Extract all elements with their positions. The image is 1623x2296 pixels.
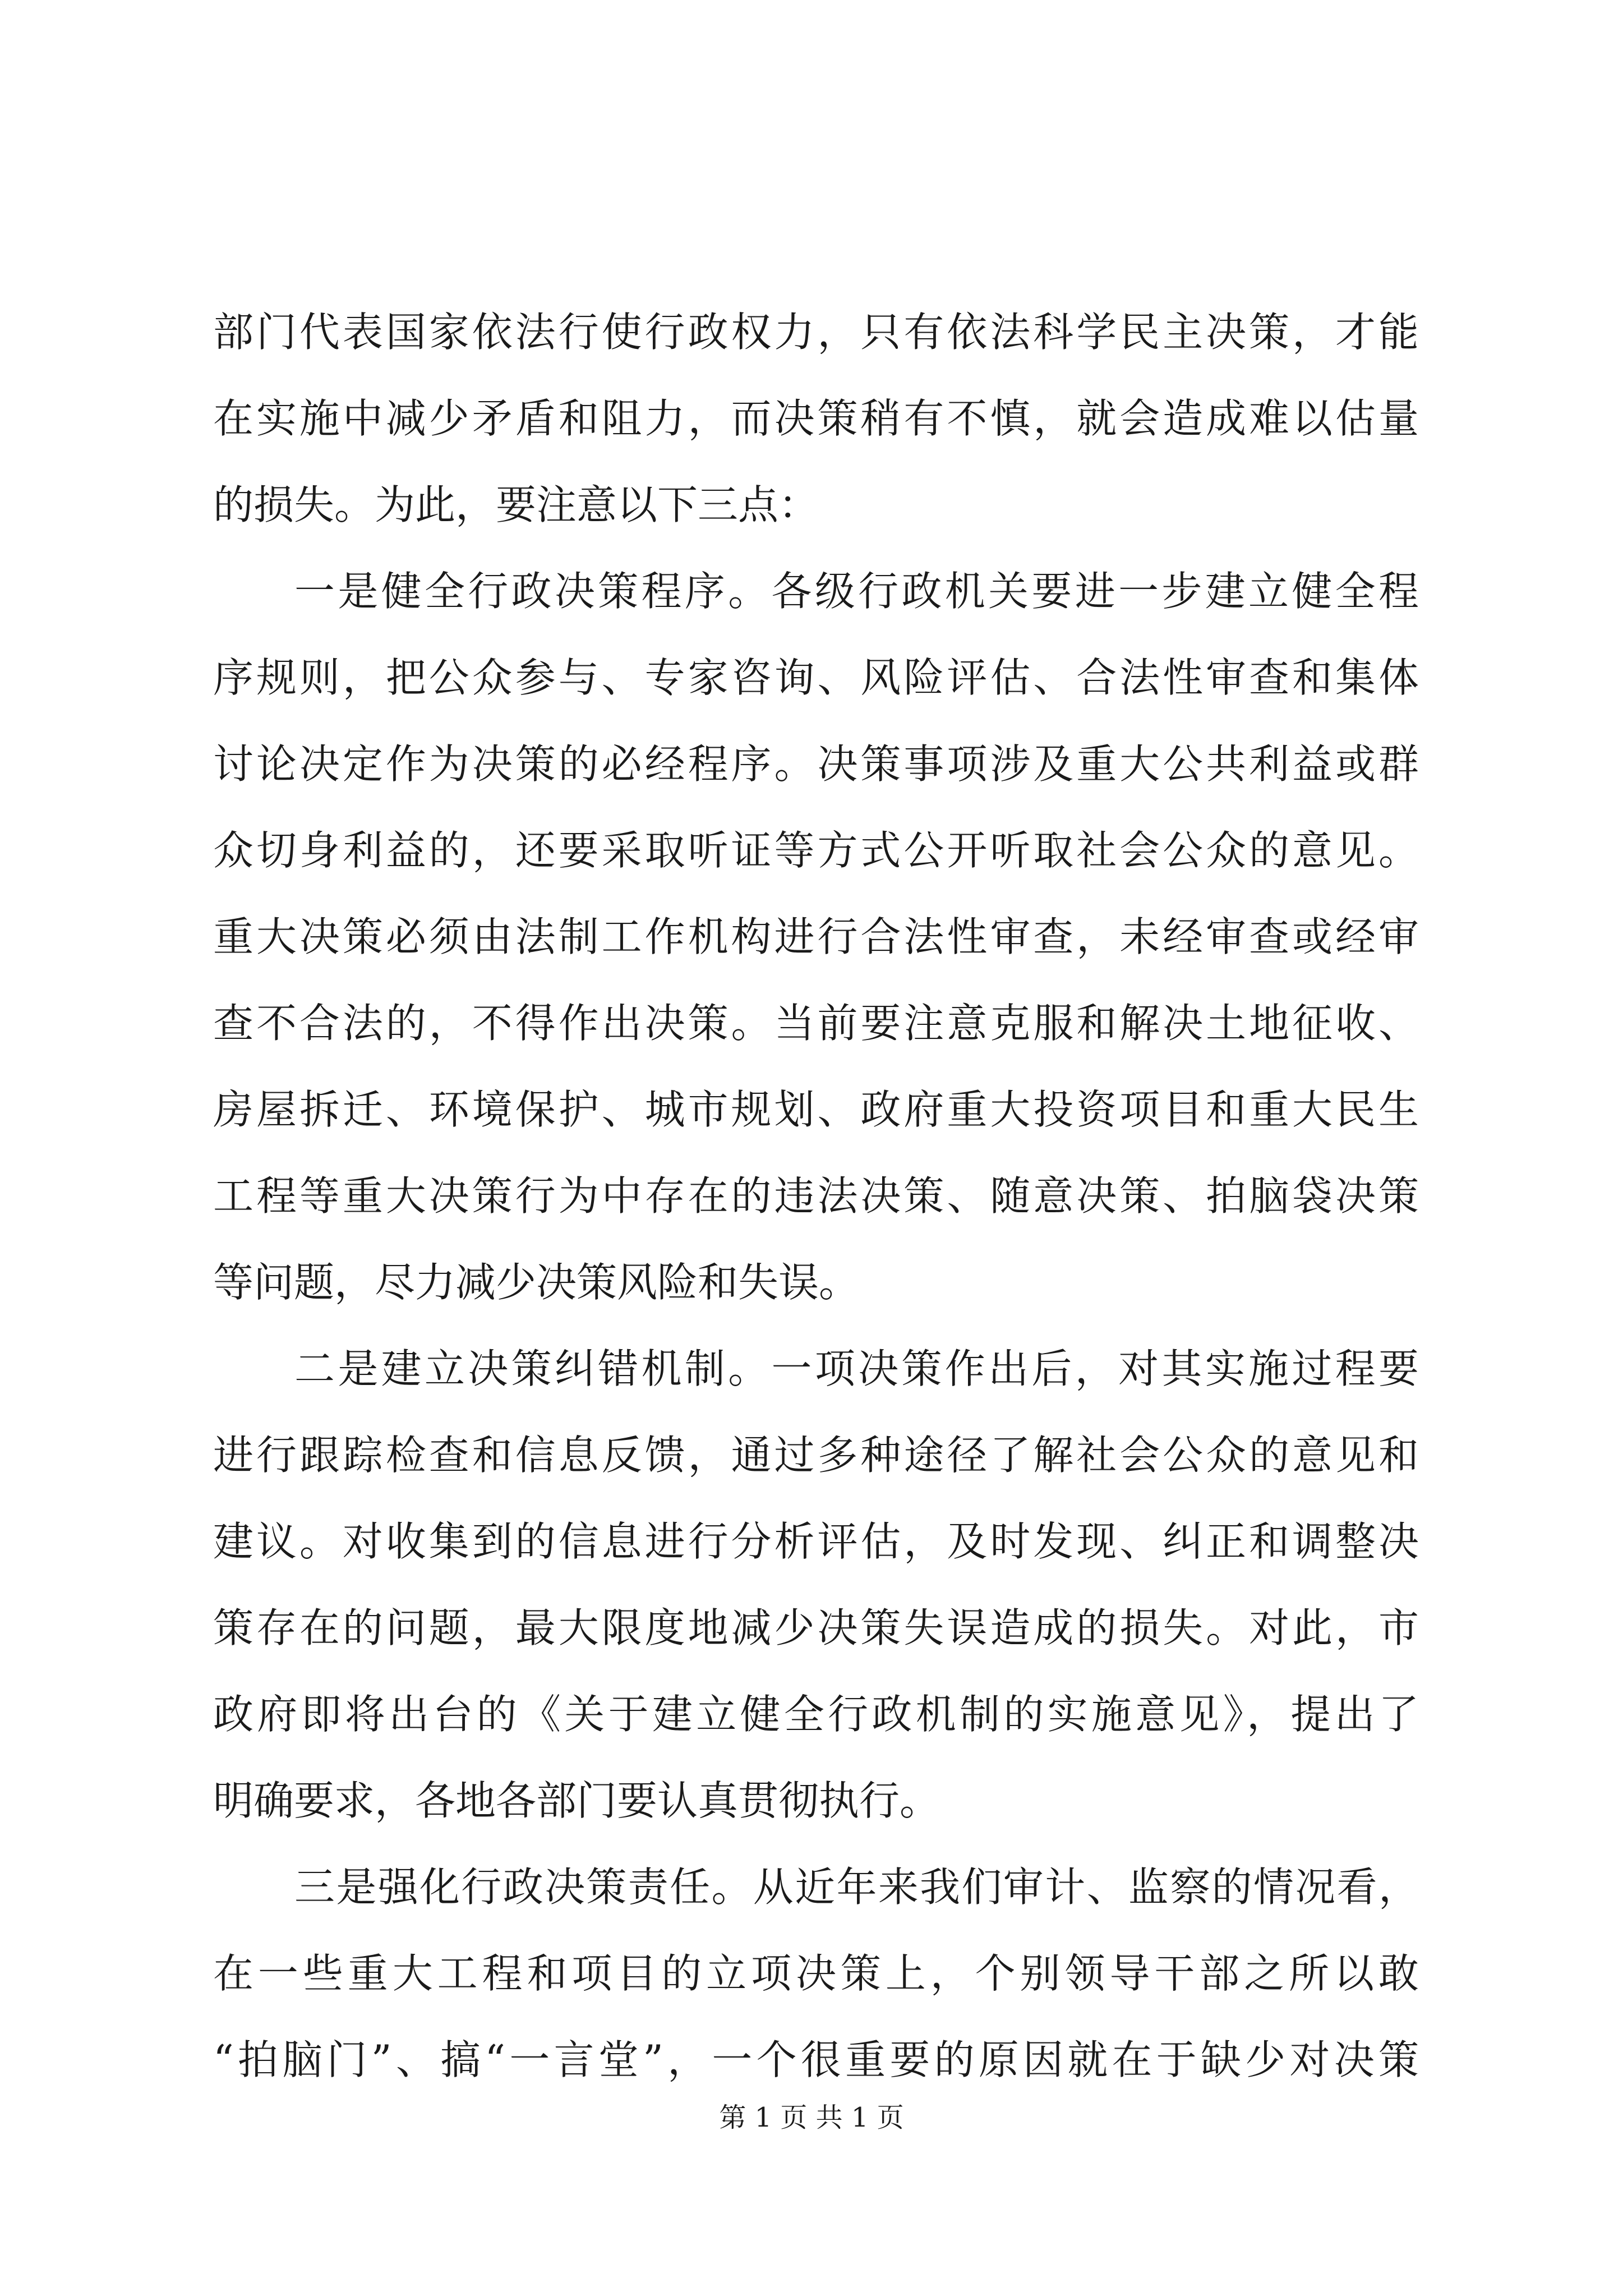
text-line: “拍脑门”、搞“一言堂”，一个很重要的原因就在于缺少对决策	[213, 2036, 1419, 2083]
text-line: 建议。对收集到的信息进行分析评估，及时发现、纠正和调整决	[213, 1518, 1419, 1565]
text-line: 策存在的问题，最大限度地减少决策失误造成的损失。对此，市	[213, 1604, 1419, 1651]
text-line: 查不合法的，不得作出决策。当前要注意克服和解决土地征收、	[213, 1000, 1419, 1047]
text-line: 部门代表国家依法行使行政权力，只有依法科学民主决策，才能	[213, 309, 1419, 356]
text-line: 的损失。为此，要注意以下三点：	[213, 481, 819, 528]
paragraph-first-line: 一是健全行政决策程序。各级行政机关要进一步建立健全程	[294, 568, 1419, 615]
paragraph-first-line: 三是强化行政决策责任。从近年来我们审计、监察的情况看，	[294, 1864, 1419, 1911]
text-line: 序规则，把公众参与、专家咨询、风险评估、合法性审查和集体	[213, 654, 1419, 701]
page-footer: 第 1 页 共 1 页	[719, 2102, 904, 2133]
text-line: 房屋拆迁、环境保护、城市规划、政府重大投资项目和重大民生	[213, 1086, 1419, 1133]
text-line: 在实施中减少矛盾和阻力，而决策稍有不慎，就会造成难以估量	[213, 395, 1419, 442]
text-line: 等问题，尽力减少决策风险和失误。	[213, 1259, 860, 1306]
text-line: 政府即将出台的《关于建立健全行政机制的实施意见》，提出了	[213, 1691, 1419, 1738]
text-line: 在一些重大工程和项目的立项决策上，个别领导干部之所以敢	[213, 1950, 1419, 1997]
text-line: 众切身利益的，还要采取听证等方式公开听取社会公众的意见。	[213, 827, 1419, 874]
text-line: 明确要求，各地各部门要认真贯彻执行。	[213, 1777, 940, 1824]
text-line: 工程等重大决策行为中存在的违法决策、随意决策、拍脑袋决策	[213, 1172, 1419, 1220]
document-body	[213, 289, 1419, 2103]
text-line: 进行跟踪检查和信息反馈，通过多种途径了解社会公众的意见和	[213, 1432, 1419, 1479]
paragraph-first-line: 二是建立决策纠错机制。一项决策作出后，对其实施过程要	[294, 1345, 1419, 1392]
text-line: 重大决策必须由法制工作机构进行合法性审查，未经审查或经审	[213, 913, 1419, 960]
text-line: 讨论决定作为决策的必经程序。决策事项涉及重大公共利益或群	[213, 740, 1419, 788]
